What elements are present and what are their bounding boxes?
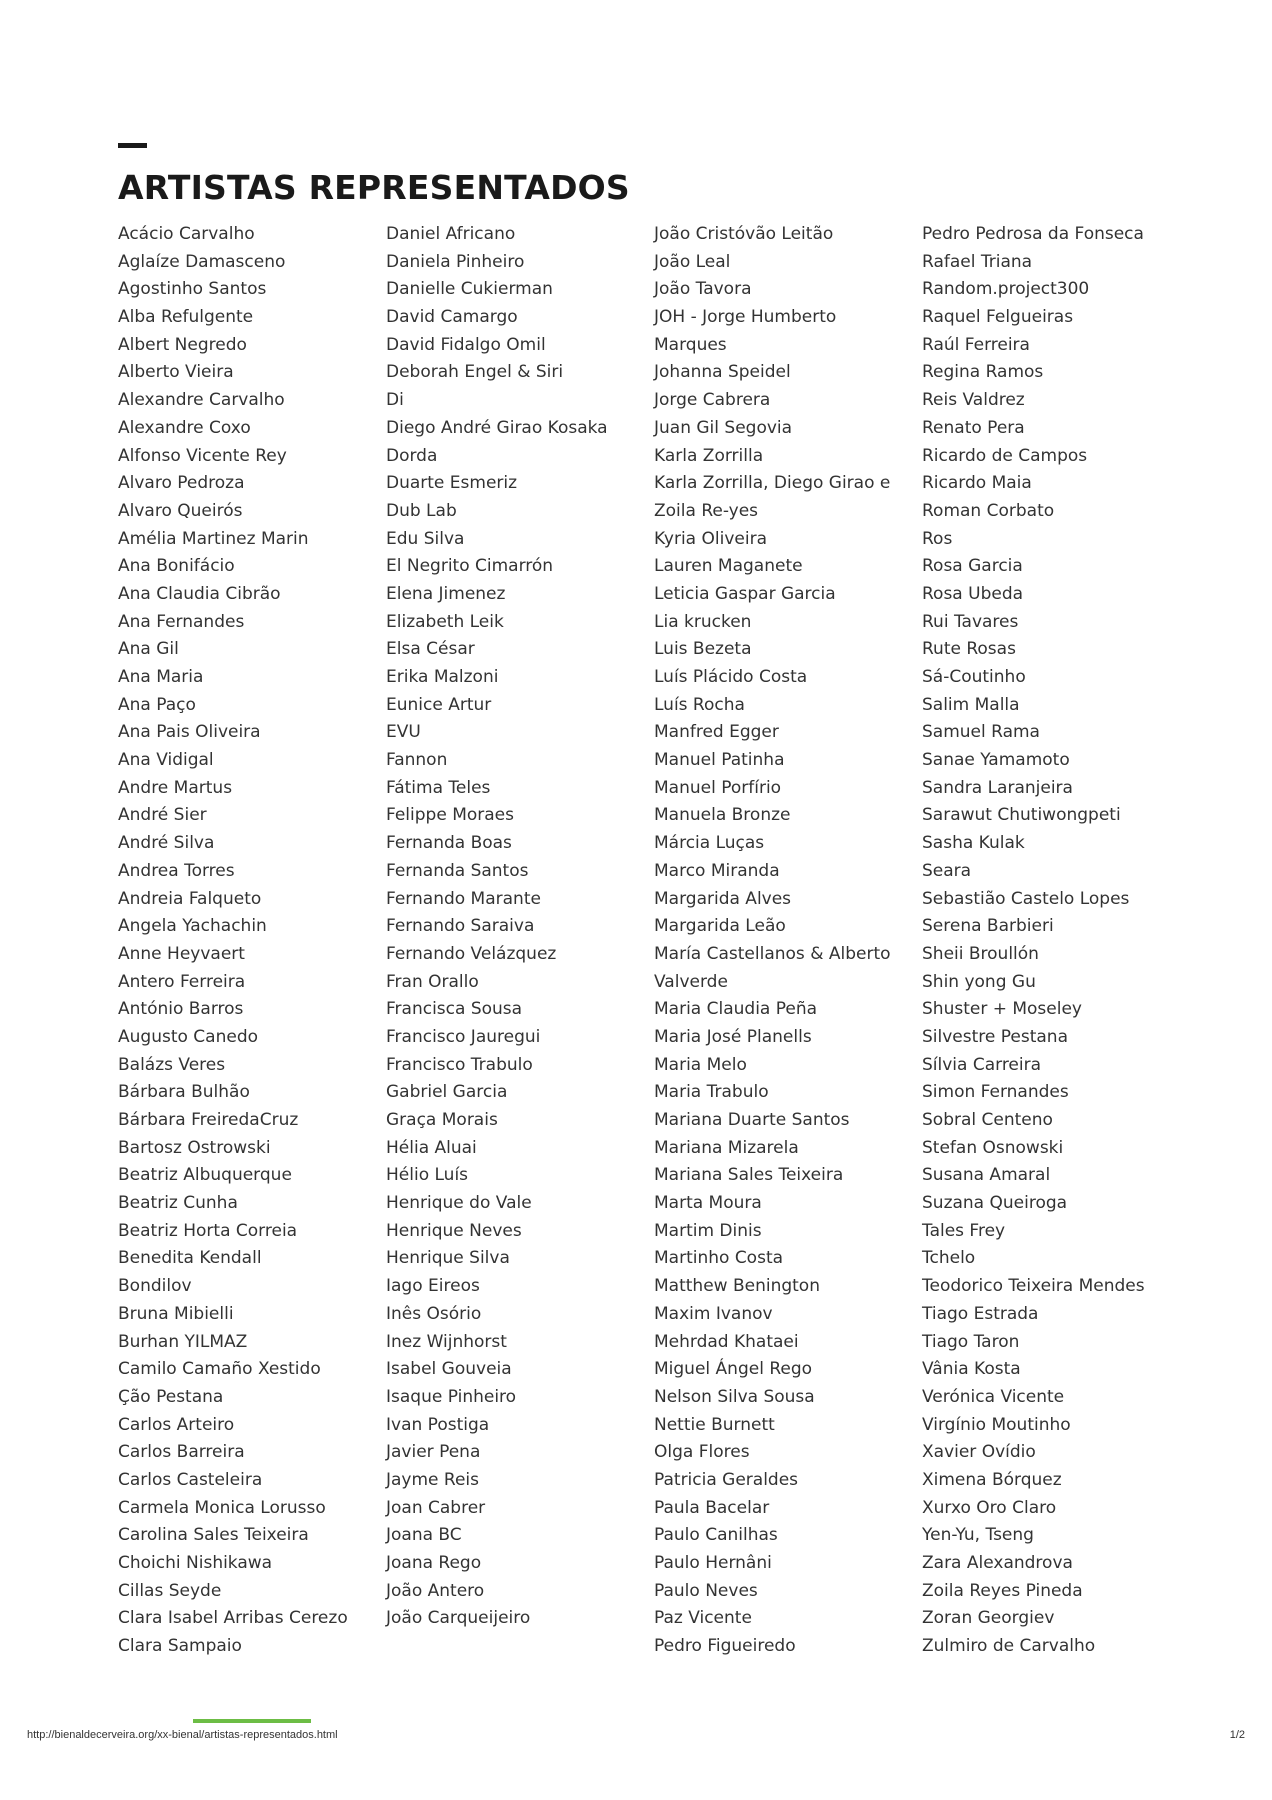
artist-name: Regina Ramos (922, 362, 1044, 383)
artist-name: Edu Silva (386, 528, 465, 549)
artist-name: Burhan YILMAZ (118, 1331, 248, 1352)
artist-name: Serena Barbieri (922, 916, 1054, 937)
artist-name: Zoila Reyes Pineda (922, 1580, 1083, 1601)
artist-name: Choichi Nishikawa (118, 1553, 273, 1573)
artist-name: Danielle Cukierman (386, 279, 553, 300)
artist-name: João Antero (386, 1580, 485, 1601)
artist-name: Paulo Neves (654, 1580, 758, 1601)
artist-name: Silvestre Pestana (922, 1026, 1068, 1047)
artist-name: André Silva (118, 833, 215, 854)
artist-name: Maria José Planells (654, 1026, 812, 1047)
artist-name: Sílvia Carreira (922, 1054, 1042, 1075)
artist-name: Bondilov (118, 1276, 192, 1297)
artist-name: Fátima Teles (386, 777, 491, 798)
artist-name: Joana BC (386, 1525, 462, 1546)
artist-name: Alba Refulgente (118, 307, 254, 328)
artist-name: Leticia Gaspar Garcia (654, 583, 836, 604)
artist-name: Carlos Casteleira (118, 1469, 263, 1490)
artist-name: Sebastião Castelo Lopes (922, 888, 1130, 909)
artist-name: Samuel Rama (922, 722, 1040, 743)
artist-name: Eunice Artur (386, 694, 492, 715)
artist-name: Ricardo de Campos (922, 445, 1088, 466)
artist-name: Mehrdad Khataei (654, 1331, 799, 1352)
artist-name: Seara (922, 860, 972, 881)
artist-name: Roman Corbato (922, 500, 1055, 521)
artist-name: Ana Vidigal (118, 750, 214, 771)
artist-name: Duarte Esmeriz (386, 473, 518, 494)
artist-name: Sanae Yamamoto (922, 750, 1070, 771)
artist-name: Kyria Oliveira (654, 528, 767, 549)
artist-name: Paz Vicente (654, 1608, 752, 1629)
artist-name: Ana Gil (118, 639, 179, 660)
artist-name: Margarida Leão (654, 916, 786, 937)
artist-name: Renato Pera (922, 417, 1025, 438)
artist-name: Rosa Ubeda (922, 583, 1024, 604)
artist-name: Fernando Velázquez (386, 943, 557, 964)
artist-name: Fernando Marante (386, 888, 541, 909)
artist-name: Marques (654, 334, 727, 355)
artist-name: Daniela Pinheiro (386, 251, 525, 272)
artist-name: Manfred Egger (654, 722, 779, 743)
artist-name: Mariana Mizarela (654, 1137, 799, 1158)
artist-column-4 (922, 221, 1212, 1661)
artist-name: Ricardo Maia (922, 473, 1032, 494)
artist-name: Alvaro Queirós (118, 500, 243, 521)
artist-name: Benedita Kendall (118, 1248, 262, 1269)
artist-name: Miguel Ángel Rego (654, 1359, 813, 1380)
artist-name: EVU (386, 722, 421, 743)
artist-name: Javier Pena (386, 1442, 481, 1463)
artist-name: Random.project300 (922, 279, 1090, 300)
artist-name: Henrique do Vale (386, 1193, 532, 1214)
artist-name: Mariana Duarte Santos (654, 1110, 850, 1130)
artist-name: Shin yong Gu (922, 971, 1036, 992)
artist-name: Nelson Silva Sousa (654, 1386, 815, 1407)
artist-name: Dorda (386, 445, 438, 466)
artist-name: Maria Claudia Peña (654, 999, 818, 1020)
artist-name: Francisco Jauregui (386, 1026, 541, 1047)
artist-name: Agostinho Santos (118, 279, 267, 300)
artist-name: Luís Rocha (654, 694, 745, 715)
artist-name: Zoran Georgiev (922, 1608, 1055, 1629)
artist-name: Balázs Veres (118, 1054, 226, 1075)
artist-name: Karla Zorrilla (654, 445, 764, 466)
artist-name: Johanna Speidel (654, 362, 791, 383)
artist-name: Joana Rego (386, 1553, 482, 1573)
artist-name: Ana Claudia Cibrão (118, 583, 281, 604)
footer-url[interactable]: http://bienaldecerveira.org/xx-bienal/artistas-representados.html (27, 1729, 338, 1741)
artist-name: Raquel Felgueiras (922, 307, 1074, 328)
artist-name: Yen-Yu, Tseng (922, 1525, 1034, 1546)
artist-name: Maria Melo (654, 1054, 747, 1075)
artist-name: Fernando Saraiva (386, 916, 535, 937)
artist-name: Patricia Geraldes (654, 1469, 799, 1490)
artist-name: Carlos Barreira (118, 1442, 245, 1463)
artist-name: Zara Alexandrova (922, 1553, 1073, 1573)
artist-name: Lauren Maganete (654, 556, 803, 577)
artist-name: Beatriz Albuquerque (118, 1165, 292, 1186)
artist-name: Matthew Benington (654, 1276, 820, 1297)
artist-name: Sobral Centeno (922, 1110, 1053, 1130)
artist-name: João Carqueijeiro (386, 1608, 531, 1629)
artist-name: Susana Amaral (922, 1165, 1051, 1186)
artist-name: Maria Trabulo (654, 1082, 769, 1103)
artist-name: Martinho Costa (654, 1248, 784, 1269)
artist-name: Francisco Trabulo (386, 1054, 533, 1075)
artist-name: António Barros (118, 999, 244, 1020)
artist-name: Olga Flores (654, 1442, 750, 1463)
artist-name: Albert Negredo (118, 334, 247, 355)
artist-name: Camilo Camaño Xestido (118, 1359, 321, 1380)
artist-name: Luís Plácido Costa (654, 667, 808, 687)
artist-name: Jorge Cabrera (654, 390, 771, 411)
page-title: ARTISTAS REPRESENTADOS (118, 168, 630, 207)
artist-column-1 (118, 221, 378, 1661)
artist-name: Fernanda Boas (386, 833, 512, 854)
artist-name: Sandra Laranjeira (922, 777, 1073, 798)
artist-name: Andrea Torres (118, 860, 235, 881)
artist-name: El Negrito Cimarrón (386, 556, 554, 577)
artist-name: Cillas Seyde (118, 1580, 222, 1601)
artist-name: Maxim Ivanov (654, 1303, 773, 1324)
artist-name: JOH - Jorge Humberto (654, 307, 837, 328)
artist-name: Tiago Estrada (922, 1303, 1039, 1324)
artist-name: Marta Moura (654, 1193, 762, 1214)
artist-name: João Cristóvão Leitão (654, 224, 834, 244)
artist-name: Teodorico Teixeira Mendes (922, 1276, 1145, 1297)
artist-name: Nettie Burnett (654, 1414, 775, 1435)
artist-name: Carolina Sales Teixeira (118, 1525, 309, 1546)
artist-name: Andre Martus (118, 777, 233, 798)
artist-name: Beatriz Horta Correia (118, 1220, 298, 1241)
artist-name: Simon Fernandes (922, 1082, 1069, 1103)
artist-name: Xavier Ovídio (922, 1442, 1036, 1463)
artist-name: Augusto Canedo (118, 1026, 259, 1047)
artist-name: Marco Miranda (654, 860, 780, 881)
artist-name: Martim Dinis (654, 1220, 762, 1241)
artist-name: Manuel Porfírio (654, 777, 782, 798)
artist-name: Erika Malzoni (386, 667, 499, 687)
artist-name: Sasha Kulak (922, 833, 1025, 854)
artist-name: Ros (922, 528, 953, 549)
artist-name: Alexandre Carvalho (118, 390, 285, 411)
artist-name: Felippe Moraes (386, 805, 514, 826)
artist-name: Antero Ferreira (118, 971, 246, 992)
artist-name: Manuel Patinha (654, 750, 785, 771)
artist-name: Alberto Vieira (118, 362, 234, 383)
artist-name: Anne Heyvaert (118, 943, 245, 964)
artist-name: Amélia Martinez Marin (118, 528, 309, 549)
artist-name: Shuster + Moseley (922, 999, 1082, 1020)
artist-name: João Leal (654, 251, 731, 272)
artist-name: Inês Osório (386, 1303, 482, 1324)
artist-name: Sá-Coutinho (922, 667, 1026, 687)
artist-name: Lia krucken (654, 611, 752, 632)
artist-name: Ção Pestana (118, 1386, 224, 1407)
artist-name: Diego André Girao Kosaka (386, 417, 608, 438)
artist-name: Di (386, 390, 404, 411)
artist-name: Juan Gil Segovia (654, 417, 793, 438)
artist-name: Carmela Monica Lorusso (118, 1497, 326, 1518)
artist-name: Aglaíze Damasceno (118, 251, 286, 272)
artist-name: Bárbara FreiredaCruz (118, 1110, 299, 1130)
artist-name: Sheii Broullón (922, 943, 1039, 964)
artist-name: Dub Lab (386, 500, 457, 521)
artist-name: Rosa Garcia (922, 556, 1023, 577)
artist-name: Ana Maria (118, 667, 204, 687)
artist-name: Valverde (654, 971, 728, 992)
artist-name: Hélia Aluai (386, 1137, 477, 1158)
artist-name: Fernanda Santos (386, 860, 529, 881)
artist-name: Margarida Alves (654, 888, 792, 909)
artist-name: Pedro Figueiredo (654, 1636, 796, 1657)
artist-name: Francisca Sousa (386, 999, 523, 1020)
artist-name: Ximena Bórquez (922, 1469, 1062, 1490)
artist-name: Sarawut Chutiwongpeti (922, 805, 1121, 826)
artist-name: Elizabeth Leik (386, 611, 504, 632)
artist-name: Stefan Osnowski (922, 1137, 1064, 1158)
artist-name: Gabriel Garcia (386, 1082, 508, 1103)
artist-name: Andreia Falqueto (118, 888, 262, 909)
artist-name: Carlos Arteiro (118, 1414, 235, 1435)
artist-name: Bruna Mibielli (118, 1303, 234, 1324)
artist-name: Tales Frey (922, 1220, 1006, 1241)
artist-name: Zoila Re-yes (654, 500, 759, 521)
footer-accent-bar (193, 1719, 311, 1723)
artist-name: Hélio Luís (386, 1165, 469, 1186)
artist-name: Fran Orallo (386, 971, 479, 992)
artist-name: David Fidalgo Omil (386, 334, 546, 355)
artist-name: Luis Bezeta (654, 639, 752, 660)
artist-name: Jayme Reis (386, 1469, 480, 1490)
page-number: 1/2 (1229, 1729, 1245, 1741)
artist-name: Raúl Ferreira (922, 334, 1030, 355)
artist-name: Ana Pais Oliveira (118, 722, 261, 743)
artist-name: Pedro Pedrosa da Fonseca (922, 224, 1144, 244)
artist-name: Clara Isabel Arribas Cerezo (118, 1608, 348, 1629)
artist-name: Bartosz Ostrowski (118, 1137, 271, 1158)
artist-name: Fannon (386, 750, 448, 771)
artist-name: Xurxo Oro Claro (922, 1497, 1057, 1518)
artist-name: Paulo Canilhas (654, 1525, 778, 1546)
artist-name: Vânia Kosta (922, 1359, 1021, 1380)
artist-name: Zulmiro de Carvalho (922, 1636, 1096, 1657)
title-dash-decoration (118, 143, 147, 148)
artist-name: Virgínio Moutinho (922, 1414, 1071, 1435)
artist-name: María Castellanos & Alberto (654, 943, 891, 964)
artist-name: Beatriz Cunha (118, 1193, 238, 1214)
artist-name: Elsa César (386, 639, 475, 660)
artist-name: Alvaro Pedroza (118, 473, 245, 494)
artist-name: Ivan Postiga (386, 1414, 490, 1435)
artist-name: Joan Cabrer (386, 1497, 486, 1518)
artist-name: Iago Eireos (386, 1276, 480, 1297)
artist-column-2 (386, 221, 646, 1633)
artist-name: Márcia Luças (654, 833, 765, 854)
artist-name: Ana Bonifácio (118, 556, 235, 577)
artist-name: Henrique Silva (386, 1248, 510, 1269)
artist-name: Rute Rosas (922, 639, 1016, 660)
artist-name: Mariana Sales Teixeira (654, 1165, 844, 1186)
artist-name: Tiago Taron (922, 1331, 1020, 1352)
artist-name: Deborah Engel & Siri (386, 362, 564, 383)
artist-name: Rui Tavares (922, 611, 1019, 632)
artist-name: Reis Valdrez (922, 390, 1025, 411)
artist-name: Verónica Vicente (922, 1386, 1065, 1407)
artist-name: Alfonso Vicente Rey (118, 445, 287, 466)
artist-name: Tchelo (922, 1248, 976, 1269)
artist-name: Suzana Queiroga (922, 1193, 1068, 1214)
artist-name: Salim Malla (922, 694, 1020, 715)
artist-name: Henrique Neves (386, 1220, 522, 1241)
artist-name: Acácio Carvalho (118, 224, 255, 244)
artist-name: Rafael Triana (922, 251, 1033, 272)
artist-name: Isaque Pinheiro (386, 1386, 517, 1407)
artist-name: Elena Jimenez (386, 583, 506, 604)
artist-name: João Tavora (654, 279, 752, 300)
artist-name: Inez Wijnhorst (386, 1331, 507, 1352)
artist-name: Isabel Gouveia (386, 1359, 512, 1380)
artist-name: Manuela Bronze (654, 805, 791, 826)
artist-name: André Sier (118, 805, 207, 826)
artist-name: Paula Bacelar (654, 1497, 770, 1518)
artist-name: Angela Yachachin (118, 916, 267, 937)
artist-name: Ana Paço (118, 694, 196, 715)
artist-name: Karla Zorrilla, Diego Girao e (654, 473, 891, 494)
artist-name: Bárbara Bulhão (118, 1082, 250, 1103)
artist-name: Alexandre Coxo (118, 417, 251, 438)
artist-name: Ana Fernandes (118, 611, 245, 632)
artist-name: Paulo Hernâni (654, 1553, 772, 1573)
artist-name: David Camargo (386, 307, 518, 328)
artist-name: Graça Morais (386, 1110, 498, 1130)
artist-column-3 (654, 221, 914, 1661)
artist-name: Clara Sampaio (118, 1636, 242, 1657)
artist-name: Daniel Africano (386, 224, 516, 244)
